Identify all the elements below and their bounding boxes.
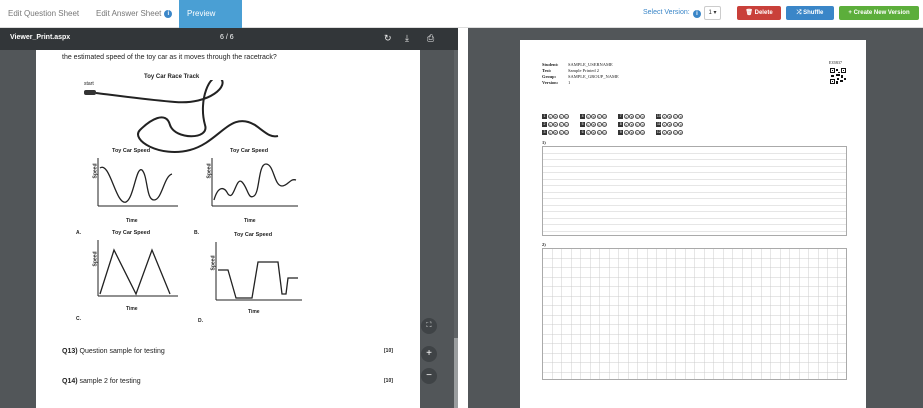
trash-icon: 🗑 (745, 10, 753, 16)
answer-grid-box[interactable] (542, 248, 847, 380)
version-select-value: 1 (708, 10, 712, 16)
tab-edit-answer-sheet-label: Edit Answer Sheet (96, 9, 162, 18)
info-test (542, 68, 599, 73)
option-b-label: B. (194, 230, 199, 236)
qr-code-icon (830, 66, 846, 86)
start-label: start (84, 81, 94, 87)
delete-button-label: Delete (754, 10, 773, 16)
q14-text: sample 2 for testing (79, 378, 141, 385)
q13-row (62, 348, 165, 355)
graph-a-x-label: Time (126, 218, 138, 224)
answer-bubbles-row-3: 3 A B C D 6 A B C D 9 A B C D 12 A B C D (543, 130, 682, 136)
question-text: the estimated speed of the toy car as it moves through the racetrack? (62, 54, 277, 61)
q13-number: Q13) (62, 348, 78, 355)
answer-page (520, 40, 866, 408)
graph-d-title: Toy Car Speed (234, 232, 273, 238)
delete-button[interactable] (737, 6, 781, 20)
question-page (36, 50, 420, 408)
answer-lined-box[interactable] (542, 146, 847, 236)
q14-row (62, 378, 141, 385)
select-version-label: Select Version: (643, 9, 690, 16)
tab-edit-answer-sheet[interactable] (88, 0, 180, 28)
info-student-key: Student: (542, 62, 559, 67)
fit-page-icon[interactable]: ⛶ (421, 318, 437, 334)
answer-section-1-label: 1) (542, 140, 546, 145)
create-new-version-label: Create New Version (853, 10, 910, 16)
graph-a-title: Toy Car Speed (112, 148, 151, 154)
shuffle-button[interactable] (786, 6, 834, 20)
track-title: Toy Car Race Track (144, 74, 200, 80)
zoom-in-icon[interactable]: + (421, 346, 437, 362)
info-group-key: Group: (542, 74, 557, 79)
q13-text: Question sample for testing (79, 348, 165, 355)
info-group (542, 74, 619, 79)
graph-d-x-label: Time (248, 309, 260, 315)
option-c-label: C. (76, 316, 81, 322)
version-info-icon[interactable]: i (693, 10, 701, 18)
q14-marks: [10] (384, 378, 393, 384)
answer-bubbles-row-2: 2 A B C D 5 A B C D 8 A B C D 11 A B C D (543, 122, 682, 128)
print-icon[interactable]: ⎙ (427, 33, 435, 43)
question-sheet-viewer (0, 28, 458, 408)
graph-b-y-label: Speed (206, 163, 213, 179)
info-icon[interactable]: i (164, 10, 172, 18)
answer-sheet-viewer (468, 28, 923, 408)
graph-d-y-label: Speed (210, 255, 217, 271)
info-group-value: SAMPLE_GROUP_NAME (568, 74, 619, 79)
viewer-toolbar (0, 28, 458, 50)
graph-c-title: Toy Car Speed (112, 230, 151, 236)
info-student-value: SAMPLE_USERNAME (568, 62, 613, 67)
viewer-filename: Viewer_Print.aspx (10, 34, 71, 41)
option-d-label: D. (198, 318, 203, 324)
graph-c (94, 238, 180, 304)
graph-a (94, 156, 180, 214)
version-select[interactable]: 1 ▾ (704, 6, 721, 20)
sheet-id: E35B37 (828, 60, 842, 65)
option-a-label: A. (76, 230, 81, 236)
zoom-out-icon[interactable]: − (421, 368, 437, 384)
graph-b-x-label: Time (244, 218, 256, 224)
shuffle-button-label: Shuffle (803, 10, 824, 16)
rotate-icon[interactable]: ↻ (384, 33, 392, 43)
info-version-key: Version: (542, 80, 559, 85)
q14-number: Q14) (62, 378, 78, 385)
add-icon: + (848, 10, 852, 16)
page-indicator: 6 / 6 (220, 34, 234, 41)
graph-b (208, 156, 300, 214)
graph-b-title: Toy Car Speed (230, 148, 269, 154)
panel-divider (458, 28, 468, 408)
graph-a-y-label: Speed (92, 163, 99, 179)
info-student (542, 62, 613, 67)
tab-preview-exam[interactable]: Preview (179, 0, 242, 28)
info-version-value: 1 (568, 80, 571, 85)
download-icon[interactable]: ⤓ (405, 33, 409, 43)
graph-c-y-label: Speed (92, 251, 99, 267)
create-new-version-button[interactable] (839, 6, 919, 20)
info-test-value: Sample Printed 2 (568, 68, 599, 73)
graph-d (212, 240, 304, 306)
answer-section-2-label: 2) (542, 242, 546, 247)
tab-edit-question-sheet[interactable]: Edit Question Sheet (8, 9, 80, 18)
q13-marks: [10] (384, 348, 393, 354)
graph-c-x-label: Time (126, 306, 138, 312)
answer-bubbles-row-1: 1 A B C D 4 A B C D 7 A B C D 10 A B C D (543, 114, 682, 120)
info-test-key: Test: (542, 68, 552, 73)
top-bar (0, 0, 923, 28)
info-version (542, 80, 570, 85)
shuffle-icon: ⤮ (796, 10, 802, 16)
